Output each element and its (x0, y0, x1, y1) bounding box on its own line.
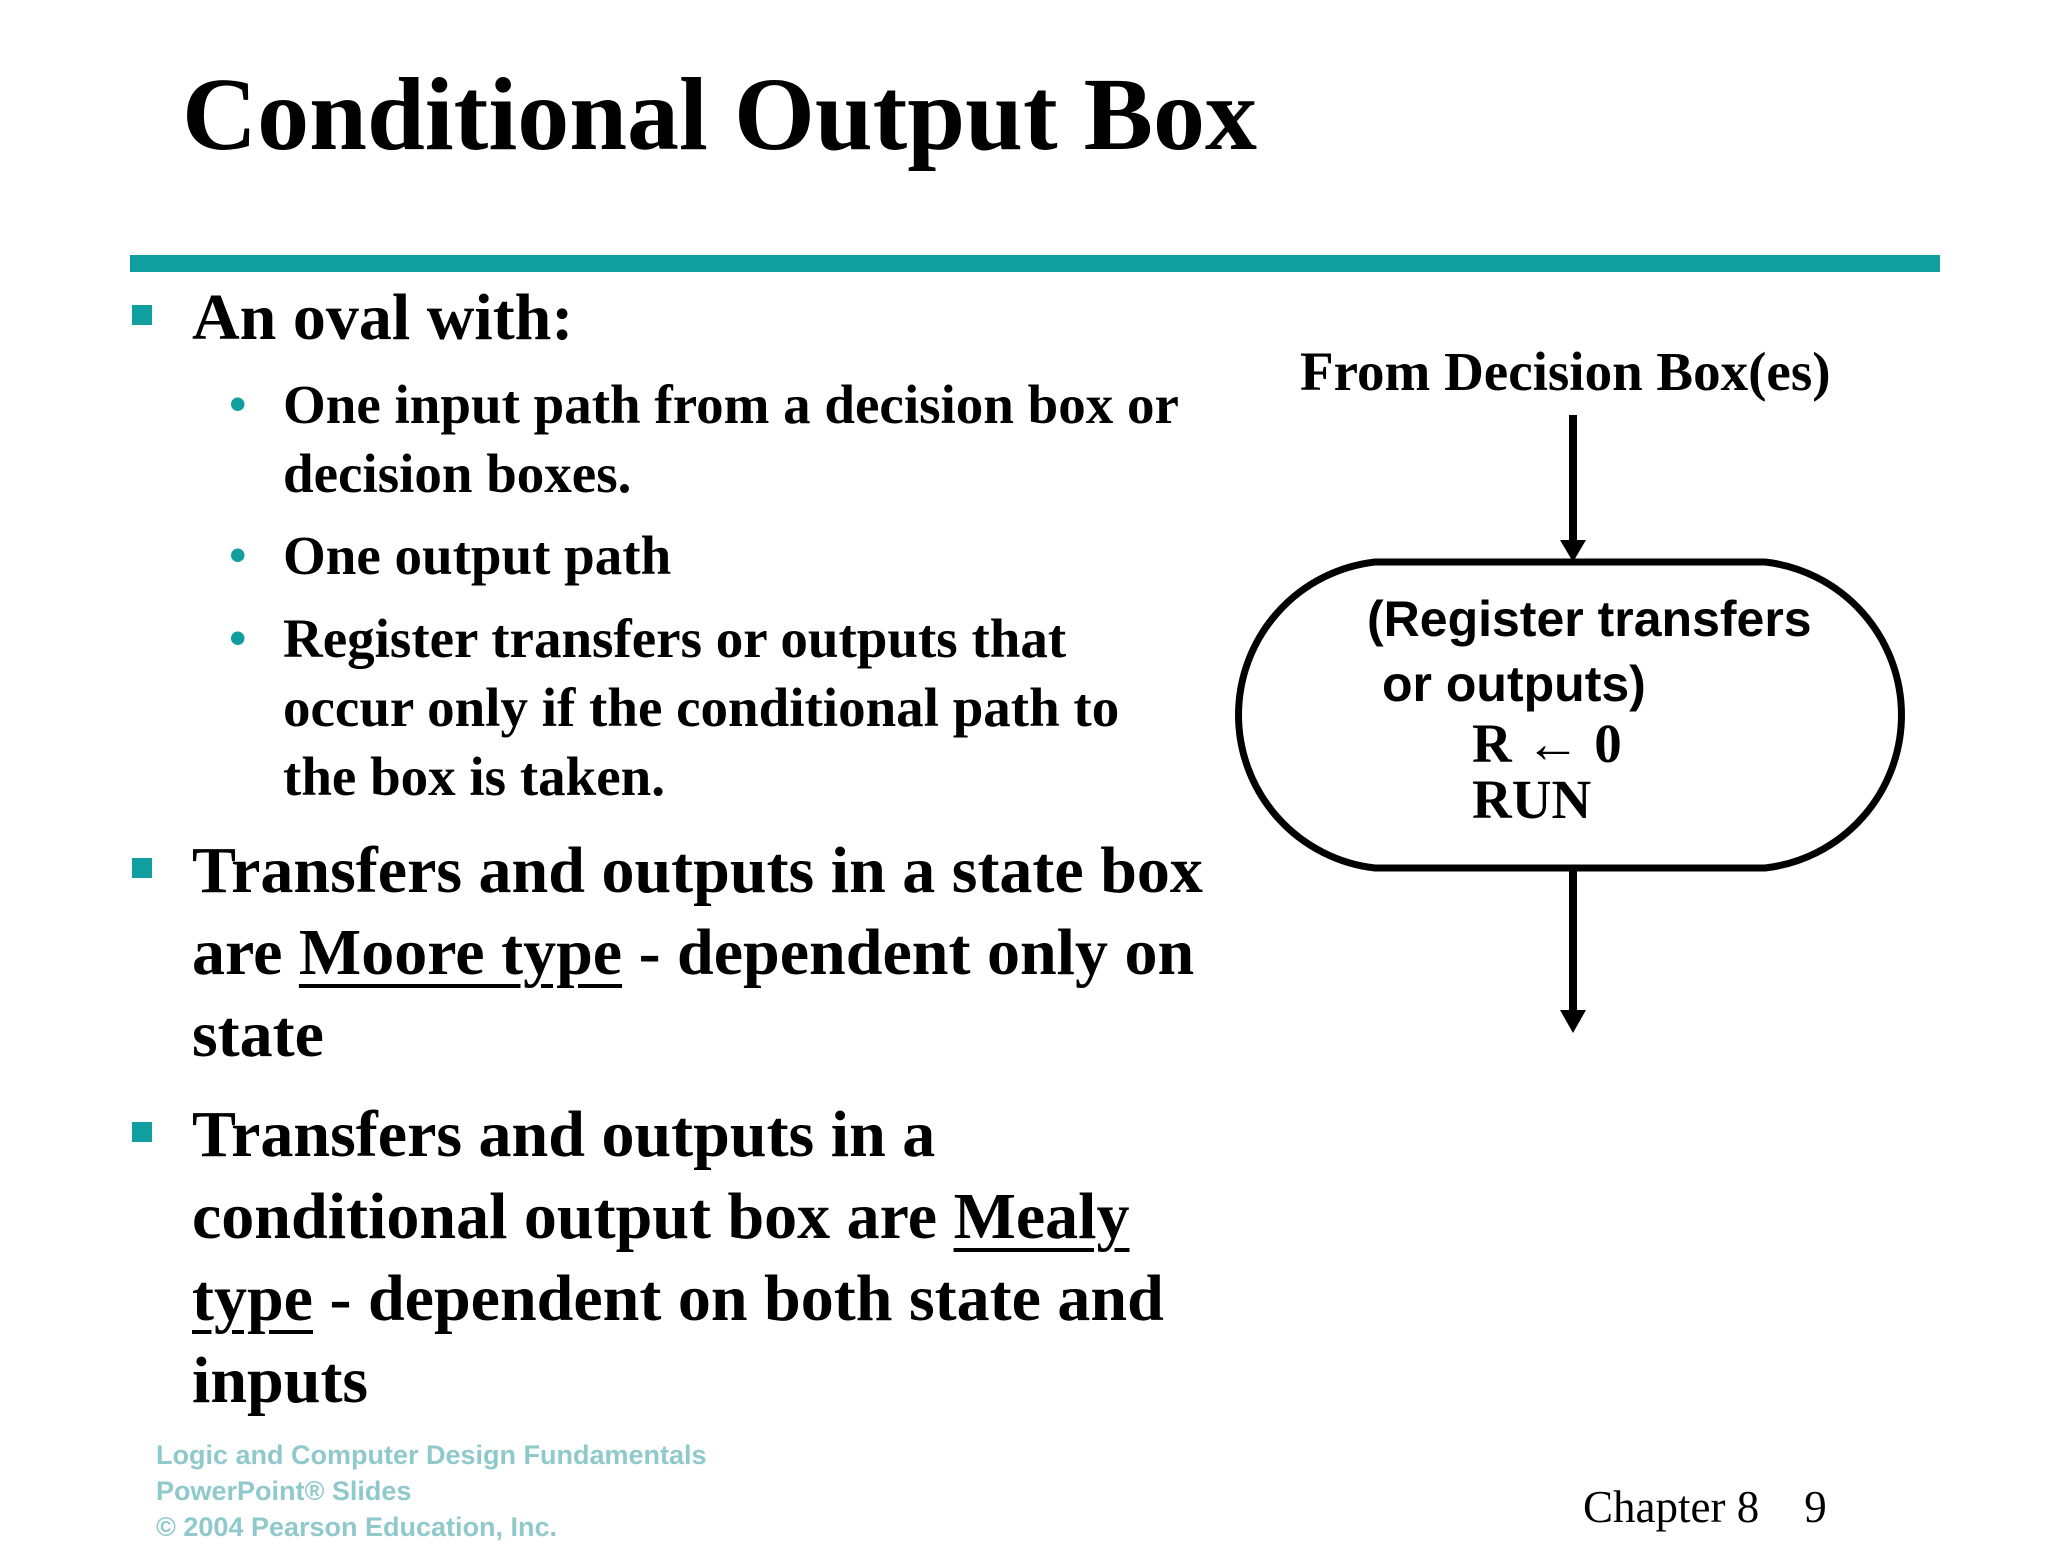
publisher-logo: Logic and Computer Design Fundamentals PowerPoint® Slides © 2004 Pearson Education, Inc. (156, 1440, 707, 1542)
page-number: 9 (1804, 1482, 1827, 1532)
moore-type-term: Moore type (298, 916, 623, 989)
bullet-text-pre: Transfers and outputs in a state box are (192, 834, 1203, 989)
sub-bullet-text: One input path from a decision box or decision boxes. (283, 374, 1178, 504)
oval-text-line-1: (Register transfers (1367, 591, 1812, 647)
oval-text-line-2: or outputs) (1382, 656, 1646, 712)
square-bullet-icon (132, 1122, 152, 1142)
bullet-item-1 (192, 277, 1242, 359)
bullet-text-post: - dependent on both state and inputs (192, 1262, 1164, 1417)
oval-text-line-3: R ← 0 (1472, 713, 1622, 774)
dot-bullet-icon: • (229, 376, 247, 432)
title-rule (130, 255, 1940, 272)
sub-bullet-text: Register transfers or outputs that occur only if the conditional path to the box is taken. (283, 608, 1120, 807)
dot-bullet-icon: • (229, 527, 247, 583)
dot-bullet-icon: • (229, 610, 247, 666)
bullet-text-pre: Transfers and outputs in a conditional output box are (192, 1098, 954, 1253)
chapter-label: Chapter 8 (1583, 1482, 1760, 1532)
oval-text-line-4: RUN (1472, 769, 1592, 830)
bullet-text-post: - dependent only on state (192, 916, 1195, 1071)
diagram-input-label: From Decision Box(es) (1300, 341, 1831, 402)
sub-bullet-2 (229, 521, 1183, 590)
bullet-text: An oval with: (192, 281, 574, 354)
output-arrowhead (1560, 1010, 1586, 1033)
bullet-item-2 (192, 830, 1242, 1076)
square-bullet-icon (132, 858, 152, 878)
bullet-item-3 (192, 1094, 1242, 1422)
sub-bullet-3 (229, 604, 1183, 811)
slide-title: Conditional Output Box (182, 57, 1257, 172)
mealy-type-term: Mealy type (192, 1180, 1130, 1335)
square-bullet-icon (132, 305, 152, 325)
slide-footer (1583, 1481, 1827, 1533)
sub-bullet-1 (229, 370, 1183, 508)
sub-bullet-text: One output path (283, 525, 672, 586)
